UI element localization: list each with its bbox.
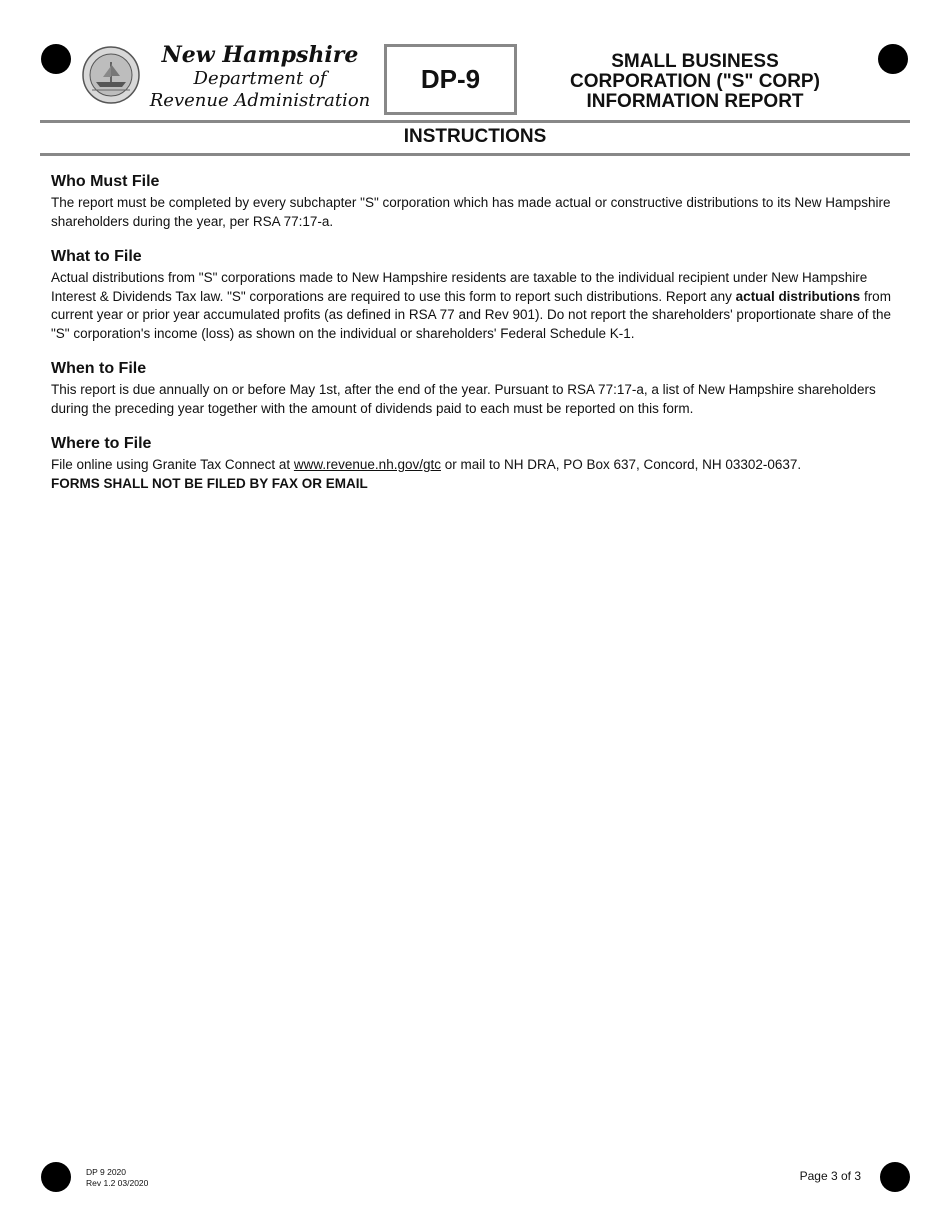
section-text: The report must be completed by every subchapter "S" corporation which has made actual or constructive distributions to its New Hampshire shareholders during the year, per RSA 77:17-a.	[51, 195, 891, 229]
text-part: from current year or prior year accumulated profits (as defined in RSA 77 and Rev 901). Do not report the shareholders' proportionate share of the "S" corporation's income (loss) as shown on the individual or shareholders' Federal Schedule K-1.	[51, 288, 892, 341]
emphasis-actual-distributions: actual distributions	[735, 288, 861, 304]
section-where-to-file	[51, 434, 897, 493]
section-title: Where to File	[51, 435, 152, 452]
department-line-1: Department of	[193, 68, 327, 89]
instructions-heading: INSTRUCTIONS	[403, 126, 547, 147]
state-name: New Hampshire	[161, 42, 359, 68]
registration-mark-bottom-right	[880, 1162, 910, 1192]
report-title	[548, 52, 842, 112]
report-title-line-2: CORPORATION ("S" CORP)	[570, 71, 820, 92]
heading-divider	[40, 153, 910, 156]
form-number-box	[384, 44, 517, 115]
text-part: File online using Granite Tax Connect at	[51, 457, 294, 472]
instructions-body	[51, 172, 897, 509]
department-line-2: Revenue Administration	[149, 90, 371, 111]
revision-date: Rev 1.2 03/2020	[86, 1178, 149, 1188]
section-text: This report is due annually on or before May 1st, after the end of the year. Pursuant to RSA 77:17-a, a list of New Hampshire shareholders during the preceding year together with the amount of dividends paid to each must be reported on this form.	[51, 382, 876, 416]
form-revision-info	[86, 1167, 148, 1189]
state-seal-icon	[82, 46, 140, 104]
section-text	[51, 269, 897, 343]
report-title-line-1: SMALL BUSINESS	[611, 51, 779, 72]
registration-mark-top-right	[878, 44, 908, 74]
granite-tax-connect-link[interactable]: www.revenue.nh.gov/gtc	[293, 457, 441, 472]
section-title: What to File	[51, 248, 142, 265]
registration-mark-top-left	[41, 44, 71, 74]
section-title: When to File	[51, 360, 147, 377]
form-number: DP-9	[420, 64, 481, 94]
text-part: or mail to NH DRA, PO Box 637, Concord, NH 03302-0637.	[440, 457, 802, 472]
section-who-must-file	[51, 172, 897, 231]
form-year: DP 9 2020	[86, 1167, 127, 1177]
section-text	[51, 456, 897, 475]
section-when-to-file	[51, 359, 897, 418]
text-part: Actual distributions from "S" corporations made to New Hampshire residents are taxable to the individual recipient under New Hampshire Interest & Dividends Tax law. "S" corporations are required to use this form to report such distributions. Report any	[51, 270, 868, 304]
section-what-to-file	[51, 247, 897, 343]
page-number: Page 3 of 3	[799, 1169, 861, 1183]
report-title-line-3: INFORMATION REPORT	[586, 91, 804, 112]
section-title: Who Must File	[51, 173, 160, 190]
filing-notice: FORMS SHALL NOT BE FILED BY FAX OR EMAIL	[51, 475, 368, 491]
header-divider	[40, 120, 910, 123]
agency-name-block	[142, 42, 378, 112]
registration-mark-bottom-left	[41, 1162, 71, 1192]
